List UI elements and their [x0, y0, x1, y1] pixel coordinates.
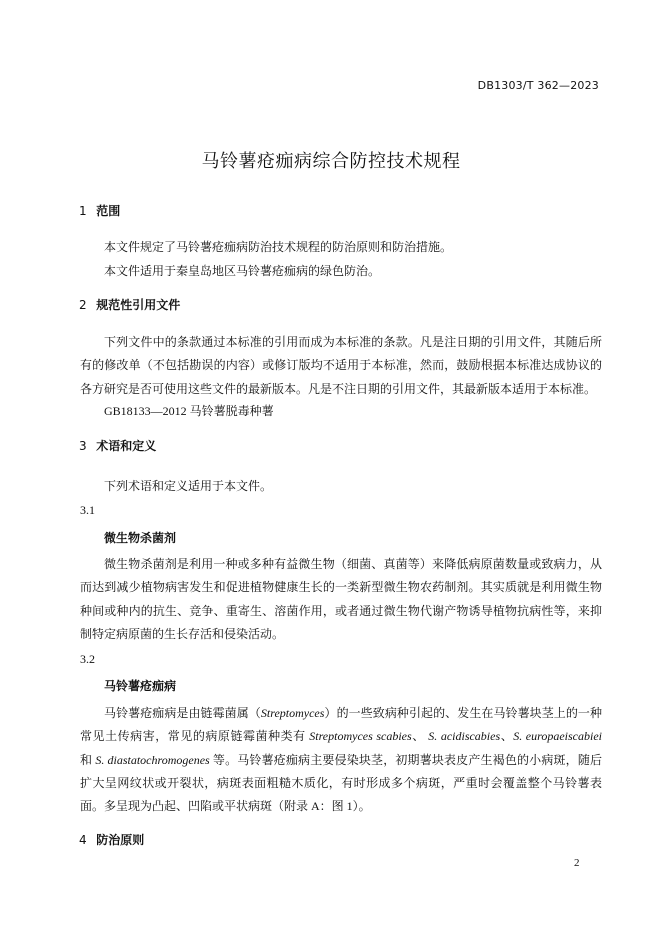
species-name: Streptomyces: [260, 706, 325, 720]
term-title: 马铃薯疮痂病: [104, 679, 177, 693]
section-number: 2: [79, 298, 87, 312]
section-heading-scope: [79, 202, 120, 219]
paragraph: 下列文件中的条款通过本标准的引用而成为本标准的条款。凡是注日期的引用文件，其随后所有的修改单（不包括勘误的内容）或修订版均不适用于本标准，然而，鼓励根据本标准达成协议的各方研究是否可使用这些文件的最新版本。凡是不注日期的引用文件，其最新版本适用于本标准。: [80, 335, 602, 396]
section-number: 4: [79, 833, 87, 847]
species-name: S. diastatochromogenes: [95, 752, 210, 767]
text-run: 和: [80, 752, 96, 767]
paragraph: 本文件适用于秦皇岛地区马铃薯疮痂病的绿色防治。: [104, 264, 381, 278]
clause-number: 3.2: [80, 652, 95, 666]
document-number: DB1303/T 362—2023: [477, 79, 599, 92]
term-title: 微生物杀菌剂: [104, 531, 177, 545]
section-title: 术语和定义: [96, 439, 157, 453]
text-run: ）的一些致病种引起的、发生在马铃薯块茎上的一种常见土传病害，常见的病原链霉菌种类有: [80, 706, 602, 744]
section-heading-principles: [79, 831, 144, 848]
text-run: 马铃薯疮痂病是由链霉菌属（: [104, 706, 261, 720]
section-title: 防治原则: [96, 833, 145, 847]
section-title: 范围: [96, 204, 121, 218]
section-heading-terms: [79, 437, 156, 454]
text-run: 、: [411, 729, 429, 744]
text-run: 等。马铃薯疮痂病主要侵染块茎，初期薯块表皮产生褐色的小病斑，随后扩大呈网纹状或开裂状，病斑表面粗糙木质化，有时形成多个病斑，严重时会覆盖整个马铃薯表面。多呈现为凸起、凹陷或平状病斑（附录 A：图 1）。: [80, 752, 602, 814]
page-title: 马铃薯疮痂病综合防控技术规程: [201, 151, 461, 172]
species-name: S. acidiscabies: [428, 729, 501, 744]
clause-number: 3.1: [80, 503, 95, 517]
term-definition: 微生物杀菌剂是利用一种或多种有益微生物（细菌、真菌等）来降低病原菌数量或致病力，从而达到减少植物病害发生和促进植物健康生长的一类新型微生物农药制剂。其实质就是利用微生物种间或种内的抗生、竞争、重寄生、溶菌作用，或者通过微生物代谢产物诱导植物抗病性等，来抑制特定病原菌的生长存活和侵染活动。: [80, 557, 602, 641]
species-name: Streptomyces scabies: [309, 729, 412, 744]
section-number: 1: [79, 204, 87, 218]
section-number: 3: [79, 439, 87, 453]
species-name: S. europaeiscabiei: [513, 729, 602, 744]
paragraph: 本文件规定了马铃薯疮痂病防治技术规程的防治原则和防治措施。: [104, 240, 453, 254]
page-number: 2: [574, 857, 580, 869]
paragraph: 下列术语和定义适用于本文件。: [104, 479, 273, 493]
section-heading-normative-references: [79, 296, 180, 313]
section-title: 规范性引用文件: [96, 298, 181, 312]
reference-item: GB18133—2012 马铃薯脱毒种薯: [104, 404, 274, 418]
text-run: 、: [500, 729, 514, 744]
term-definition: [80, 702, 602, 818]
